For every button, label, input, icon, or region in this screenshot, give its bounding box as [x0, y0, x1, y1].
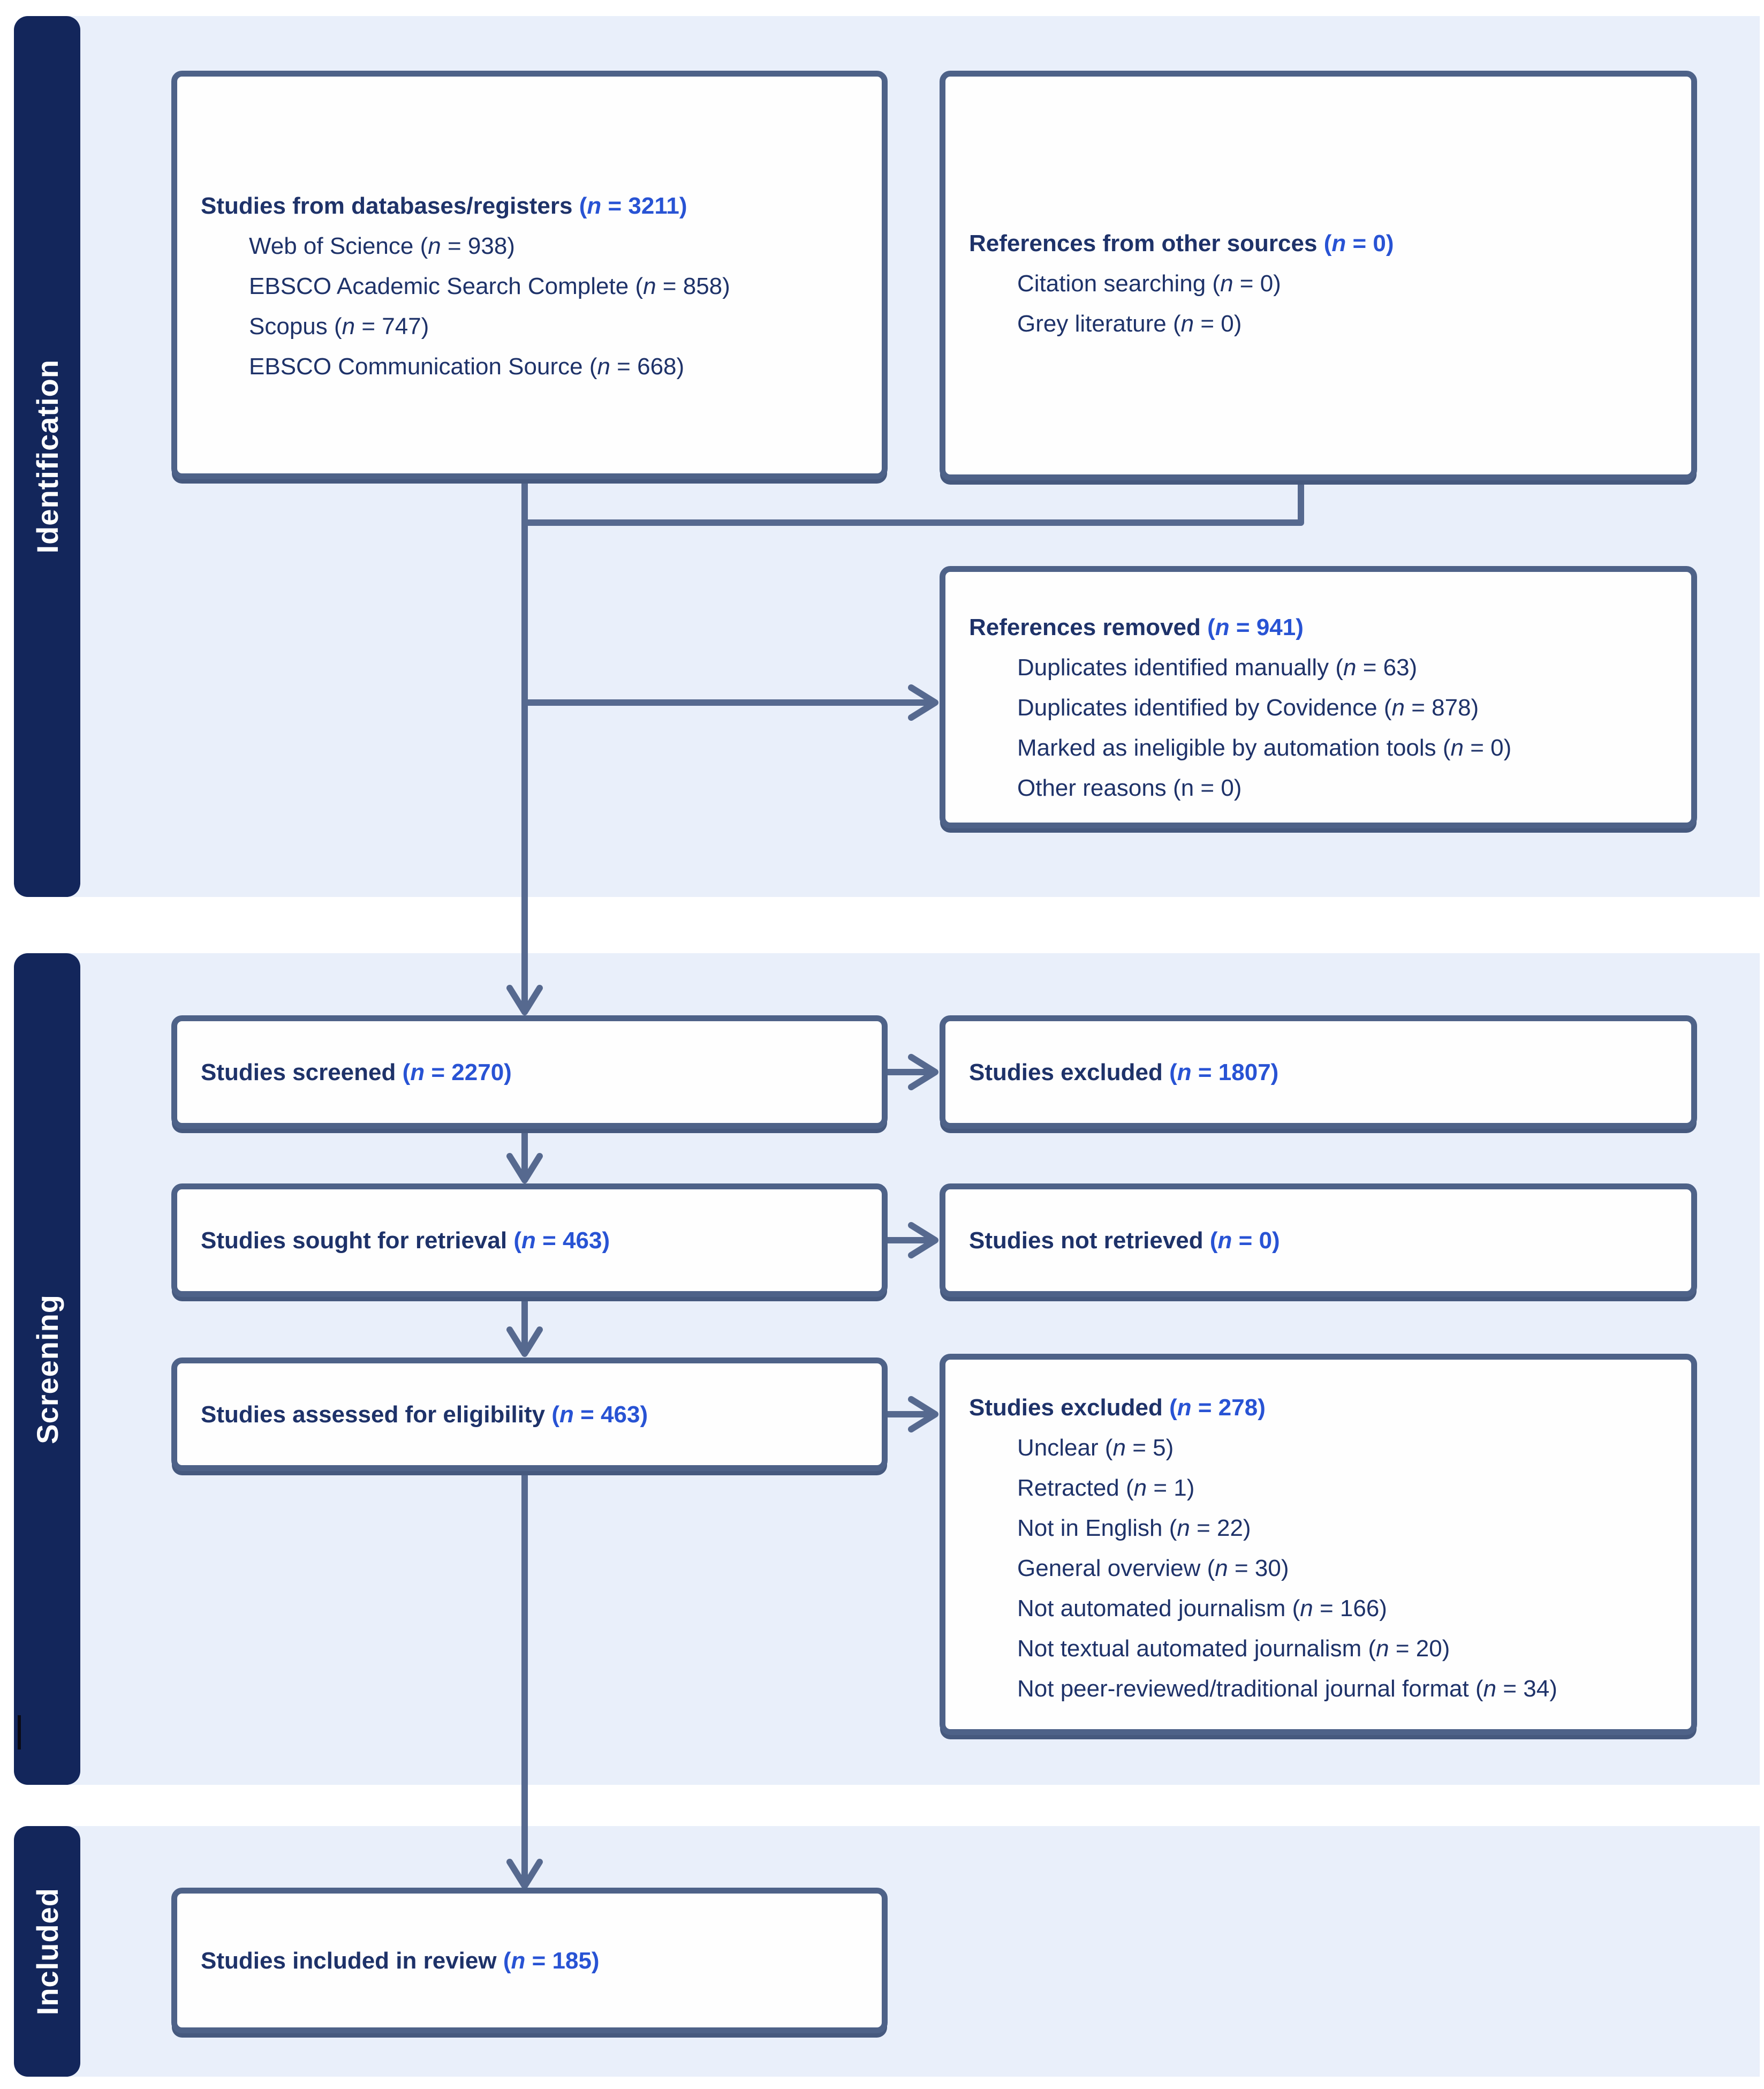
box-title: Studies excluded (n = 1807) — [969, 1059, 1279, 1085]
box-references-removed — [940, 566, 1697, 828]
n-count: (n = 0) — [1212, 270, 1281, 297]
n-count: (n = 1807) — [1169, 1059, 1279, 1085]
box-item: Citation searching (n = 0) — [1017, 270, 1281, 297]
box-title: Studies not retrieved (n = 0) — [969, 1227, 1280, 1254]
box-title: References removed (n = 941) — [969, 614, 1304, 640]
n-count: (n = 30) — [1207, 1555, 1289, 1581]
box-studies-not-retrieved — [940, 1183, 1697, 1297]
box-item: Marked as ineligible by automation tools (n = 0) — [1017, 735, 1512, 761]
box-title: Studies included in review (n = 185) — [201, 1947, 600, 1974]
box-studies-screened — [171, 1015, 888, 1129]
n-count: (n = 0) — [1323, 230, 1394, 257]
box-item: Not peer-reviewed/traditional journal format (n = 34) — [1017, 1676, 1557, 1702]
n-count: (n = 185) — [503, 1947, 600, 1974]
box-item: Duplicates identified by Covidence (n = 878) — [1017, 695, 1479, 721]
box-item: Duplicates identified manually (n = 63) — [1017, 654, 1418, 681]
box-studies-excluded-screening — [940, 1015, 1697, 1129]
n-count: (n = 941) — [1207, 614, 1304, 640]
box-title: Studies sought for retrieval (n = 463) — [201, 1227, 610, 1254]
n-count: (n = 3211) — [579, 193, 687, 219]
box-references-other-sources — [940, 71, 1697, 480]
box-items — [969, 263, 1680, 344]
box-studies-from-databases — [171, 71, 888, 479]
n-count: (n = 747) — [334, 313, 429, 340]
box-item: General overview (n = 30) — [1017, 1555, 1289, 1581]
n-count: (n = 278) — [1169, 1394, 1266, 1421]
box-item: Retracted (n = 1) — [1017, 1475, 1195, 1501]
n-count: (n = 463) — [513, 1227, 610, 1254]
box-item: Grey literature (n = 0) — [1017, 311, 1242, 337]
n-count: (n = 166) — [1292, 1595, 1387, 1622]
n-count: (n = 463) — [551, 1401, 648, 1428]
n-count: (n = 63) — [1335, 654, 1418, 681]
n-count: (n = 878) — [1383, 695, 1479, 721]
n-count: (n = 20) — [1368, 1635, 1450, 1662]
n-count: (n = 1) — [1125, 1475, 1195, 1501]
box-title: References from other sources (n = 0) — [969, 230, 1394, 257]
box-item: EBSCO Academic Search Complete (n = 858) — [249, 273, 730, 299]
box-item: Scopus (n = 747) — [249, 313, 429, 340]
box-studies-assessed-eligibility — [171, 1358, 888, 1471]
box-items — [969, 647, 1680, 808]
box-item: Not in English (n = 22) — [1017, 1515, 1251, 1541]
stage-label-screening: Screening — [30, 1294, 64, 1444]
box-item: Web of Science (n = 938) — [249, 233, 515, 259]
box-item: EBSCO Communication Source (n = 668) — [249, 353, 685, 380]
stage-label-included: Included — [30, 1887, 64, 2016]
box-title: Studies screened (n = 2270) — [201, 1059, 512, 1085]
n-count: (n = 2270) — [402, 1059, 512, 1085]
stage-label-identification: Identification — [30, 359, 64, 554]
n-count: (n = 0) — [1173, 775, 1242, 801]
n-count: (n = 0) — [1209, 1227, 1280, 1254]
box-item: Not textual automated journalism (n = 20) — [1017, 1635, 1450, 1662]
box-title: Studies from databases/registers (n = 3211) — [201, 193, 687, 219]
n-count: (n = 0) — [1172, 311, 1242, 337]
n-count: (n = 938) — [420, 233, 515, 259]
box-title: Studies assessed for eligibility (n = 463) — [201, 1401, 648, 1428]
n-count: (n = 0) — [1442, 735, 1512, 761]
box-items — [969, 1428, 1680, 1709]
box-studies-included-review — [171, 1888, 888, 2033]
box-studies-sought-retrieval — [171, 1183, 888, 1297]
box-studies-excluded-eligibility — [940, 1354, 1697, 1735]
n-count: (n = 5) — [1104, 1435, 1174, 1461]
box-items — [201, 226, 871, 387]
box-title: Studies excluded (n = 278) — [969, 1394, 1266, 1421]
connector-other-sources-join — [528, 480, 1301, 523]
n-count: (n = 22) — [1169, 1515, 1251, 1541]
box-item: Not automated journalism (n = 166) — [1017, 1595, 1387, 1622]
box-item: Other reasons (n = 0) — [1017, 775, 1242, 801]
n-count: (n = 858) — [635, 273, 730, 299]
box-item: Unclear (n = 5) — [1017, 1435, 1174, 1461]
n-count: (n = 668) — [589, 353, 685, 380]
n-count: (n = 34) — [1475, 1676, 1557, 1702]
